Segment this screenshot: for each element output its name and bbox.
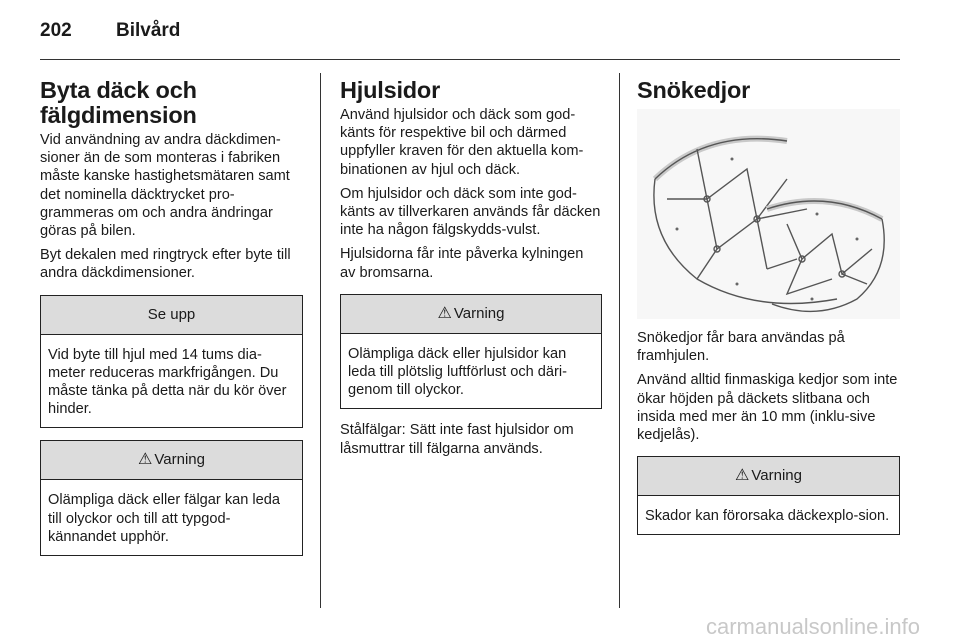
snow-chains-illustration xyxy=(637,109,900,319)
column-wheel-covers xyxy=(340,78,602,464)
heading-tyre-dimension: Byta däck och fälgdimension xyxy=(40,77,197,128)
caution-box-text: Vid byte till hjul med 14 tums dia-meter reduceras markfrigången. Du måste tänka på detta när du kör över hinder. xyxy=(48,346,287,418)
paragraph: Använd alltid finmaskiga kedjor som inte ökar höjden på däckets slitbana och insida med mer än 10 mm (inklu-sive kedjelås). xyxy=(637,372,898,444)
warning-box-title: Varning xyxy=(154,451,205,469)
warning-triangle-icon: ⚠ xyxy=(138,451,153,469)
paragraph: Snökedjor får bara användas på framhjulen. xyxy=(637,330,845,365)
page-number: 202 xyxy=(40,20,72,41)
column-divider xyxy=(320,73,321,608)
section-title: Bilvård xyxy=(116,20,181,41)
warning-box-text: Skador kan förorsaka däckexplo-sion. xyxy=(645,508,890,525)
column-snow-chains xyxy=(637,78,900,535)
warning-box xyxy=(340,294,602,410)
paragraph: Använd hjulsidor och däck som god-känts för respektive bil och därmed uppfyller kraven för den aktuella kom-binationen av hjul och däck. xyxy=(340,107,584,178)
paragraph: Stålfälgar: Sätt inte fast hjulsidor om låsmuttrar till fälgarna används. xyxy=(340,422,574,457)
warning-box-title: Varning xyxy=(751,467,802,485)
page-header xyxy=(40,20,180,42)
warning-box-header xyxy=(41,441,302,480)
paragraph: Byt dekalen med ringtryck efter byte till andra däckdimensioner. xyxy=(40,247,291,282)
warning-box-header xyxy=(638,457,899,496)
caution-box-title: Se upp xyxy=(41,296,302,335)
paragraph: Om hjulsidor och däck som inte god-känts av tillverkaren används får däcken inte ha någon fälgskydds-vulst. xyxy=(340,185,601,239)
warning-box-header xyxy=(341,295,601,334)
warning-box-title: Varning xyxy=(453,304,505,322)
caution-box xyxy=(40,295,303,429)
heading-wheel-covers: Hjulsidor xyxy=(340,77,441,103)
heading-snow-chains: Snökedjor xyxy=(637,77,751,103)
column-tyre-dimension xyxy=(40,78,303,556)
header-rule xyxy=(40,59,900,60)
warning-box xyxy=(637,456,900,535)
warning-box-text: Olämpliga däck eller fälgar kan leda till olyckor och till att typgod-kännandet upphör. xyxy=(48,492,281,545)
warning-box-text: Olämpliga däck eller hjulsidor kan leda till plötslig luftförlust och däri-genom till olyckor. xyxy=(348,345,568,399)
watermark: carmanualsonline.info xyxy=(705,614,920,639)
column-divider xyxy=(619,73,620,608)
warning-box xyxy=(40,440,303,556)
paragraph: Vid användning av andra däckdimen-sioner än de som monteras i fabriken måste kanske hastighetsmätaren samt det nominella däcktrycket pro-grammeras om och andra ändringar göras på bilen. xyxy=(40,132,290,240)
warning-triangle-icon: ⚠ xyxy=(735,467,750,485)
warning-triangle-icon: ⚠ xyxy=(437,304,452,322)
paragraph: Hjulsidorna får inte påverka kylningen av bromsarna. xyxy=(340,246,584,281)
